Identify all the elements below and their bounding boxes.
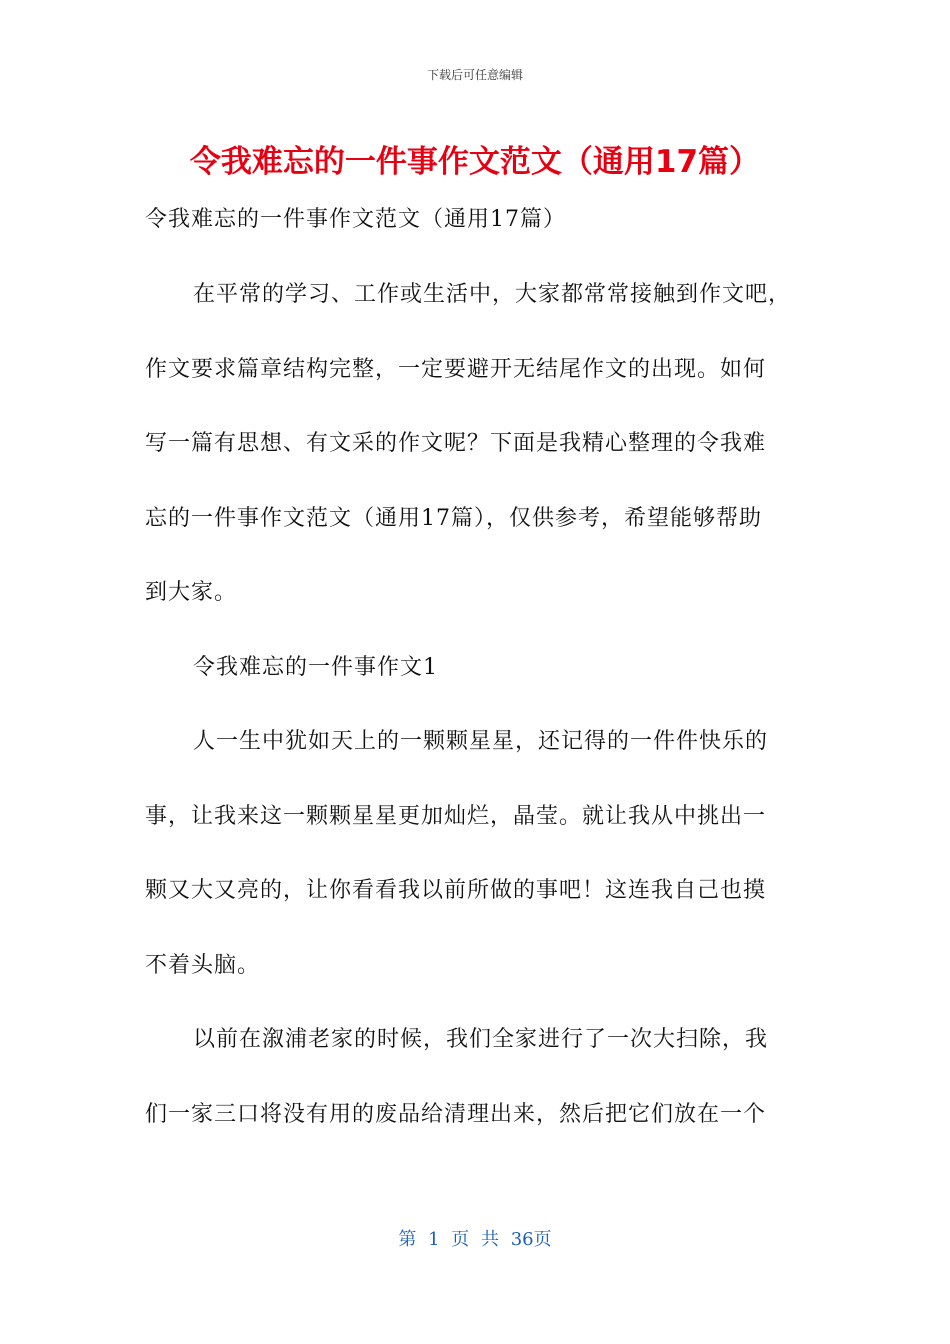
paragraph-line: 作文要求篇章结构完整，一定要避开无结尾作文的出现。如何 [145, 356, 767, 382]
paragraph-line: 以前在溆浦老家的时候，我们全家进行了一次大扫除，我 [193, 1027, 769, 1052]
page-footer: 第 1 页 共 36页 [398, 1229, 552, 1250]
section-heading: 令我难忘的一件事作文1 [193, 654, 438, 680]
paragraph-line: 人一生中犹如天上的一颗颗星星，还记得的一件件快乐的 [193, 729, 769, 754]
paragraph-line: 在平常的学习、工作或生活中，大家都常常接触到作文吧， [193, 282, 792, 307]
document-title: 令我难忘的一件事作文范文（通用17篇） [189, 144, 761, 180]
paragraph-line: 忘的一件事作文范文（通用17篇），仅供参考，希望能够帮助 [145, 505, 762, 531]
paragraph-line: 写一篇有思想、有文采的作文呢？下面是我精心整理的令我难 [145, 431, 767, 456]
paragraph-line: 事，让我来这一颗颗星星更加灿烂，晶莹。就让我从中挑出一 [145, 803, 767, 829]
header-note: 下载后可任意编辑 [426, 68, 523, 82]
paragraph-line: 颗又大又亮的，让你看看我以前所做的事吧！这连我自己也摸 [145, 878, 767, 903]
subtitle-line: 令我难忘的一件事作文范文（通用17篇） [145, 207, 566, 232]
paragraph-line: 们一家三口将没有用的废品给清理出来，然后把它们放在一个 [145, 1101, 767, 1127]
paragraph-line: 不着头脑。 [145, 952, 261, 978]
document-body [145, 199, 805, 1152]
paragraph-line: 到大家。 [145, 580, 238, 605]
